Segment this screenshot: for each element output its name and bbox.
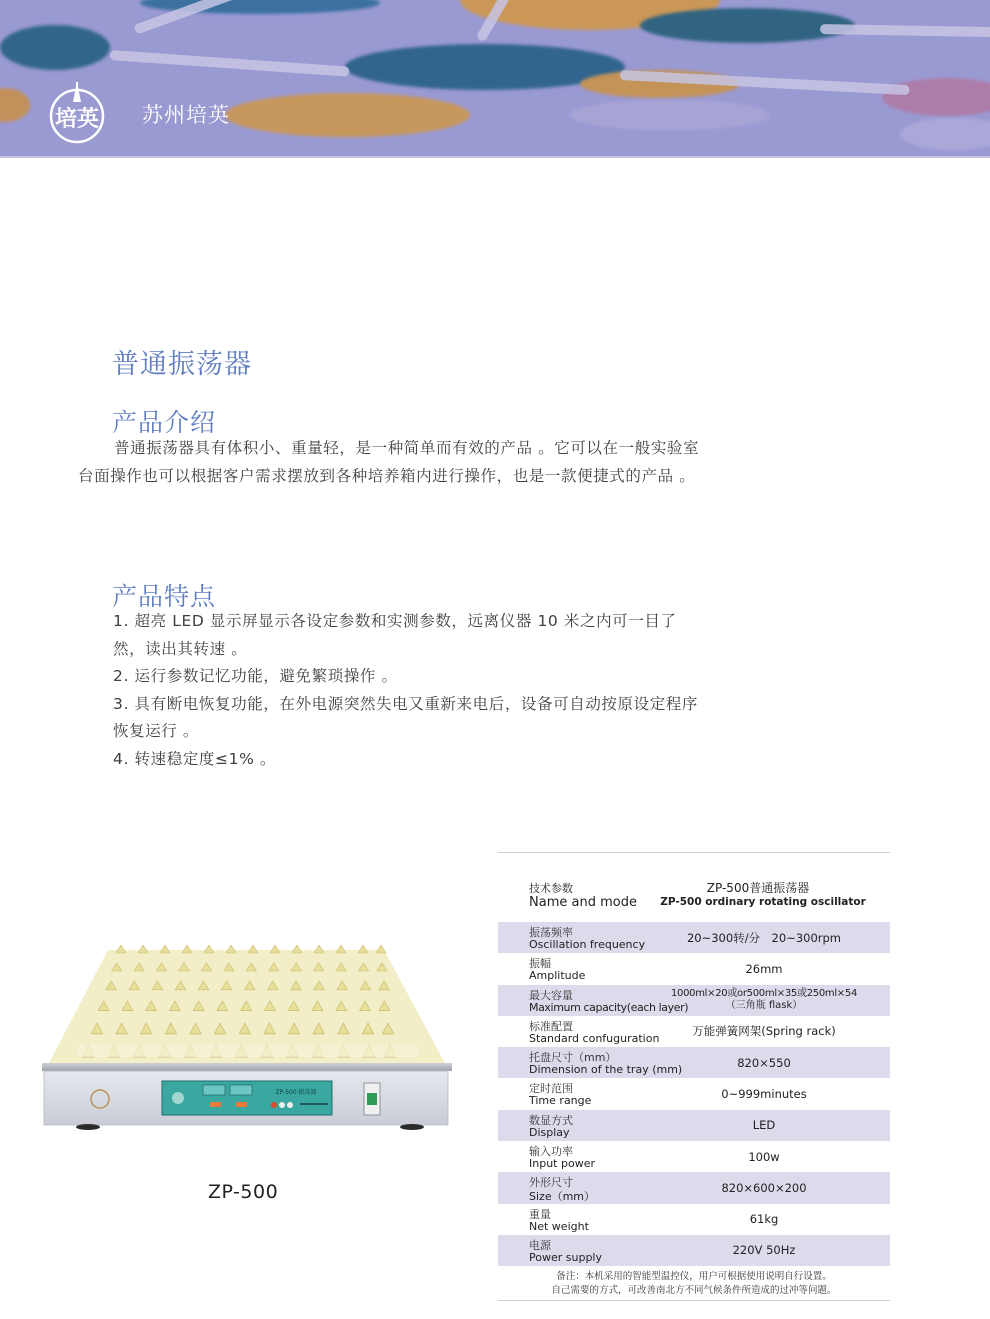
spec-label-en: Net weight [529, 1219, 589, 1233]
intro-heading: 产品介绍 [112, 408, 217, 437]
spec-value: 820×600×200 [721, 1180, 807, 1195]
spec-label-en: Amplitude [529, 969, 586, 983]
banner-tint [0, 0, 990, 158]
spec-label-en: Dimension of the tray (mm) [529, 1063, 683, 1077]
spec-row-input-power [498, 1141, 890, 1172]
spec-value: 1000ml×20或or500ml×35或250ml×54 （三角瓶 flask） [670, 988, 858, 1012]
spec-row-max-capacity [498, 985, 890, 1016]
spec-label-en: Size（mm） [529, 1190, 596, 1204]
spec-label-cn: 标准配置 [529, 1019, 573, 1033]
brand-name: 苏州培英 [142, 103, 230, 127]
features-heading: 产品特点 [112, 582, 217, 611]
spec-label-en: Maximum capacity(each layer) [529, 1000, 689, 1014]
product-model-caption: ZP-500 [208, 1181, 279, 1203]
spec-label-en: Power supply [529, 1250, 602, 1264]
spec-label-cn: 电源 [529, 1238, 551, 1252]
header-model-en: ZP-500 ordinary rotating oscillator [660, 896, 866, 908]
spec-value: 0~999minutes [721, 1086, 807, 1101]
page-title: 普通振荡器 [112, 349, 252, 380]
spec-table-header [498, 878, 890, 914]
spec-row-size [498, 1172, 890, 1203]
intro-paragraph: 普通振荡器具有体积小、重量轻，是一种简单而有效的产品 。它可以在一般实验室台面操作也可以根据客户需求摆放到各种培养箱内进行操作，也是一款便捷式的产品 。 [78, 439, 700, 485]
spec-row-standard-configuration [498, 1016, 890, 1047]
spec-table [498, 922, 890, 1266]
spec-label-en: Standard confuguration [529, 1031, 660, 1045]
spec-label-cn: 振幅 [529, 957, 551, 971]
spec-value: 220V 50Hz [732, 1243, 796, 1258]
header-model-cn: ZP-500普通振荡器 [706, 881, 810, 895]
spec-row-time-range [498, 1078, 890, 1109]
feature-item: 2. 运行参数记忆功能，避免繁琐操作 。 [113, 667, 398, 685]
spec-row-net-weight [498, 1204, 890, 1235]
table-top-rule [498, 852, 890, 853]
banner-divider [0, 156, 990, 158]
spec-label-en: Time range [529, 1094, 592, 1108]
header-label-cn: 技术参数 [529, 882, 573, 895]
product-image [38, 945, 454, 1145]
spec-row-amplitude [498, 953, 890, 984]
spec-label-cn: 输入功率 [529, 1145, 573, 1159]
spec-value: 100w [748, 1149, 780, 1164]
spec-value: 61kg [749, 1212, 779, 1227]
spec-value: 万能弹簧网架(Spring rack) [692, 1024, 836, 1039]
spec-label-en: Oscillation frequency [529, 938, 646, 951]
feature-item: 3. 具有断电恢复功能，在外电源突然失电又重新来电后，设备可自动按原设定程序恢复运行 。 [113, 694, 699, 740]
spec-label-en: Display [529, 1125, 570, 1139]
spec-value: 20~300转/分 20~300rpm [686, 930, 842, 945]
svg-text:培英: 培英 [54, 107, 100, 132]
spec-value: 820×550 [737, 1055, 791, 1070]
note-line: 自己需要的方式，可改善南北方不同气候条件所造成的过冲等问题。 [551, 1285, 837, 1296]
spec-note [498, 1270, 890, 1298]
spec-label-cn: 外形尺寸 [529, 1176, 573, 1190]
spec-row-oscillation-frequency [498, 922, 890, 953]
feature-item: 4. 转速稳定度≤1% 。 [113, 749, 277, 768]
spec-label-cn: 振荡频率 [529, 926, 573, 939]
spec-label-cn: 最大容量 [529, 988, 573, 1002]
table-bottom-rule [498, 1300, 890, 1301]
spec-value: 26mm [745, 961, 783, 976]
features-list [113, 608, 703, 773]
spec-label-cn: 托盘尺寸（mm） [529, 1051, 617, 1065]
spec-row-power-supply [498, 1235, 890, 1266]
spec-label-cn: 数显方式 [529, 1113, 573, 1127]
spec-label-cn: 重量 [529, 1207, 551, 1221]
spec-label-en: Input power [529, 1157, 595, 1171]
spec-value: LED [752, 1118, 776, 1133]
spec-row-tray-dimension [498, 1047, 890, 1078]
spec-label-cn: 定时范围 [529, 1082, 573, 1096]
header-banner [0, 0, 990, 158]
feature-item: 1. 超亮 LED 显示屏显示各设定参数和实测参数，远离仪器 10 米之内可一目了然，读出其转速 。 [113, 612, 677, 658]
company-logo-icon [47, 80, 107, 144]
svg-text:ZP-500 振荡器: ZP-500 振荡器 [275, 1089, 317, 1096]
spec-row-display [498, 1110, 890, 1141]
note-line: 备注：本机采用的智能型温控仪，用户可根据使用说明自行设置。 [556, 1271, 832, 1282]
header-label-en: Name and mode [529, 895, 637, 910]
